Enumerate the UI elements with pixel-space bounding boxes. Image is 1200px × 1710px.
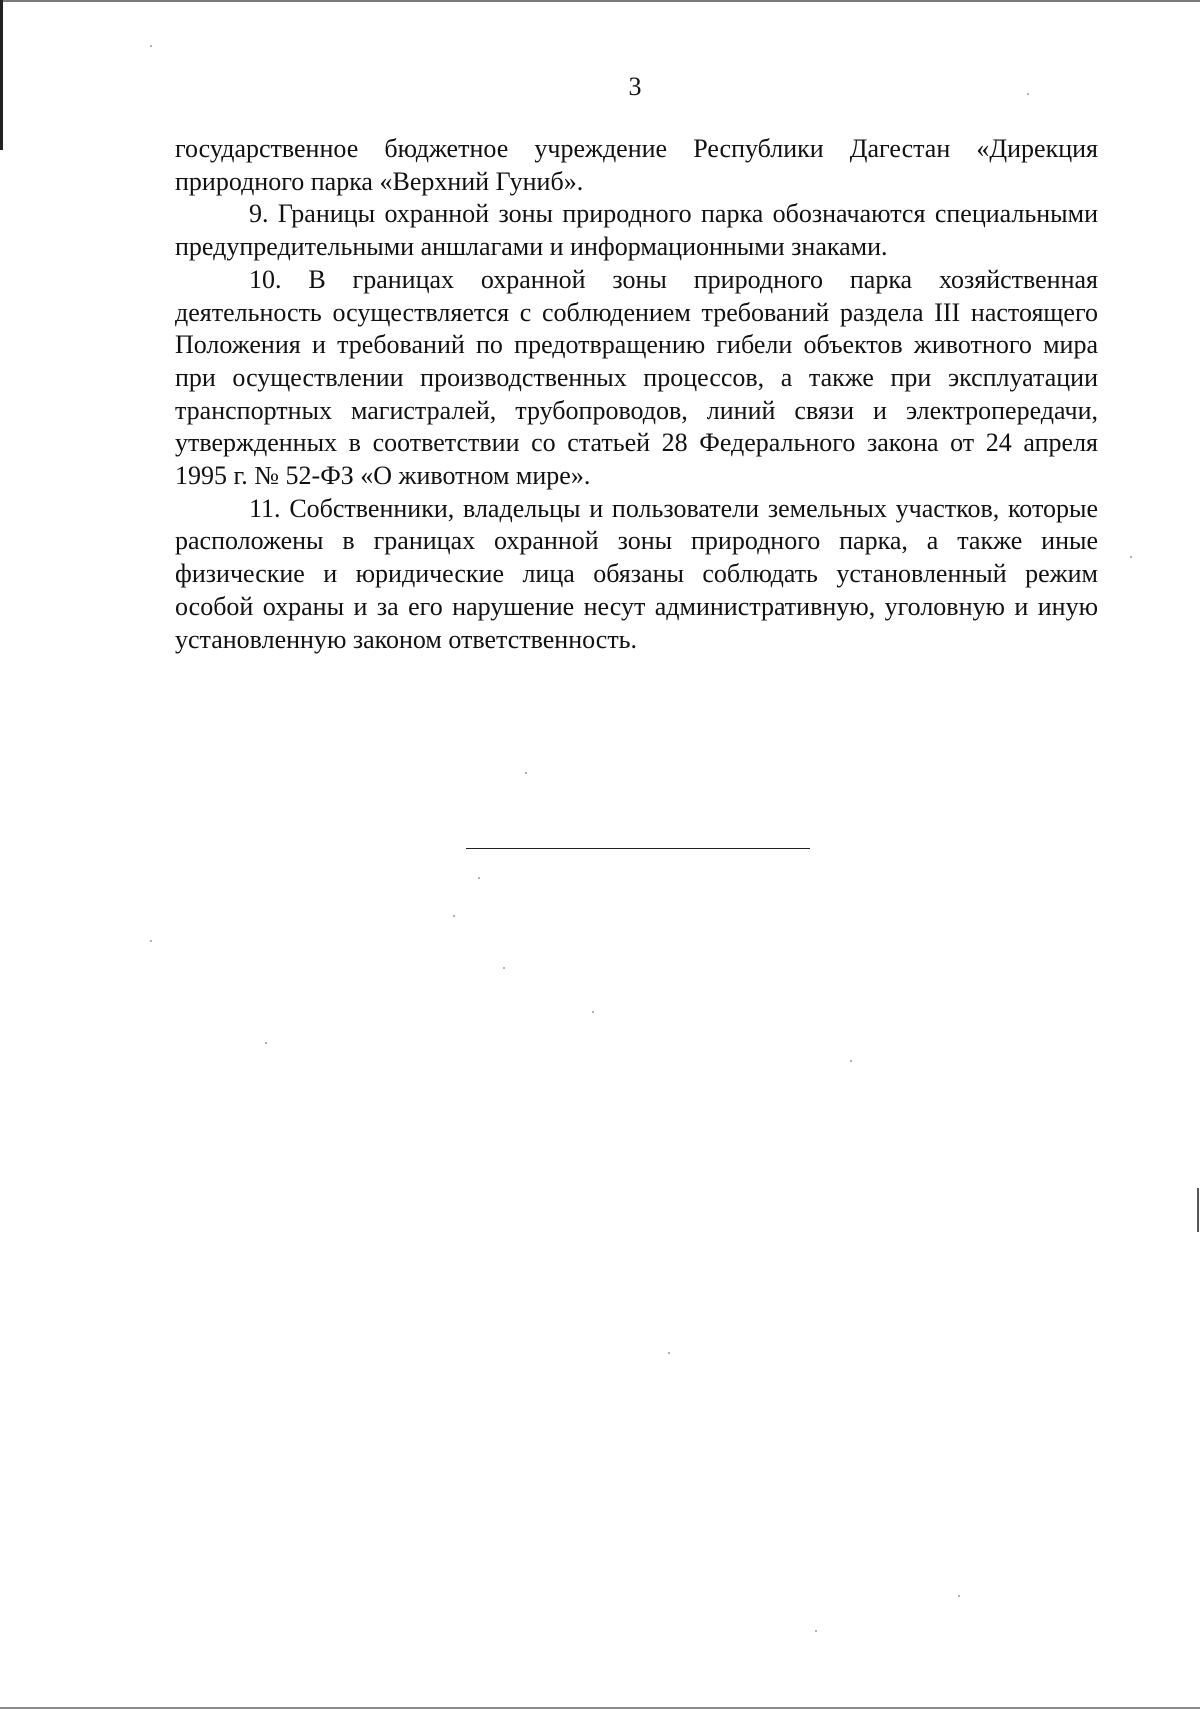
scan-speck: [453, 915, 455, 917]
scan-speck: [815, 1630, 817, 1632]
scan-speck: [478, 877, 480, 879]
scan-speck: [150, 940, 152, 942]
scan-speck: [668, 1352, 670, 1354]
scan-speck: [1130, 556, 1132, 558]
scan-speck: [525, 772, 527, 774]
document-body: [175, 133, 1098, 656]
paragraph-item-11: 11. Собственники, владельцы и пользователи земельных участков, которые расположены в границах охранной зоны природного парка, а также иные физические и юридические лица обязаны соблюдать установленный режим особой охраны и за его нарушение несут административную, уголовную и иную установленную законом ответственность.: [175, 493, 1098, 654]
scan-speck: [592, 1011, 594, 1013]
page-number: 3: [628, 72, 642, 101]
end-of-document-rule: [466, 848, 810, 849]
paragraph-item-9: 9. Границы охранной зоны природного парка обозначаются специальными предупредительными аншлагами и информационными знаками.: [175, 199, 1098, 262]
paragraph-item-10: 10. В границах охранной зоны природного парка хозяйственная деятельность осуществляется с соблюдением требований раздела III настоящего Положения и требований по предотвращению гибели объектов животного мира при осуществлении производственных процессов, а также при эксплуатации транспортных магистралей, трубопроводов, линий связи и электропередачи, утвержденных в соответствии со статьей 28 Федерального закона от 24 апреля 1995 г. № 52-ФЗ «О животном мире».: [175, 264, 1098, 491]
scan-speck: [958, 1595, 960, 1597]
scan-right-mark: [1197, 1188, 1199, 1232]
scan-speck: [503, 967, 505, 969]
scan-speck: [265, 1042, 267, 1044]
scan-top-edge: [0, 0, 1200, 2]
scan-speck: [850, 1060, 852, 1062]
paragraph-continuation: государственное бюджетное учреждение Республики Дагестан «Дирекция природного парка «Верхний Гуниб».: [175, 134, 1098, 196]
scan-bottom-edge: [0, 1707, 1200, 1709]
scan-speck: [150, 45, 152, 47]
